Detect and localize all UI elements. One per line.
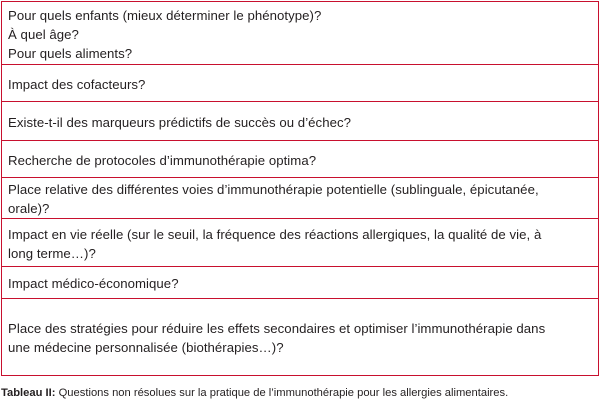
table-cell: Recherche de protocoles d’immunothérapie optima? xyxy=(8,152,317,168)
table-cell: Impact en vie réelle (sur le seuil, la fréquence des réactions allergiques, la qualité de vie, à long terme…)? xyxy=(8,226,542,261)
caption-label: Tableau II: xyxy=(1,387,56,399)
table-row xyxy=(2,178,598,219)
table-cell: Place relative des différentes voies d’immunothérapie potentielle (sublinguale, épicutanée, orale)? xyxy=(8,182,539,216)
caption-text: Questions non résolues sur la pratique de l’immunothérapie pour les allergies alimentaires. xyxy=(55,387,509,399)
questions-table xyxy=(1,1,599,376)
table-row xyxy=(2,267,598,299)
table-row xyxy=(2,2,598,65)
table-row xyxy=(2,65,598,102)
table-cell: Pour quels enfants (mieux déterminer le phénotype)? À quel âge? Pour quels aliments? xyxy=(8,7,322,61)
table-row xyxy=(2,102,598,141)
table-row xyxy=(2,141,598,178)
table-cell: Place des stratégies pour réduire les effets secondaires et optimiser l’immunothérapie dans une médecine personnalisée (biothérapies…)? xyxy=(8,321,546,355)
table-row xyxy=(2,299,598,375)
table-row xyxy=(2,219,598,267)
table-cell: Existe-t-il des marqueurs prédictifs de succès ou d’échec? xyxy=(8,114,351,130)
table-cell: Impact médico-économique? xyxy=(8,276,179,291)
table-caption xyxy=(1,386,508,400)
table-cell: Impact des cofacteurs? xyxy=(8,76,146,92)
